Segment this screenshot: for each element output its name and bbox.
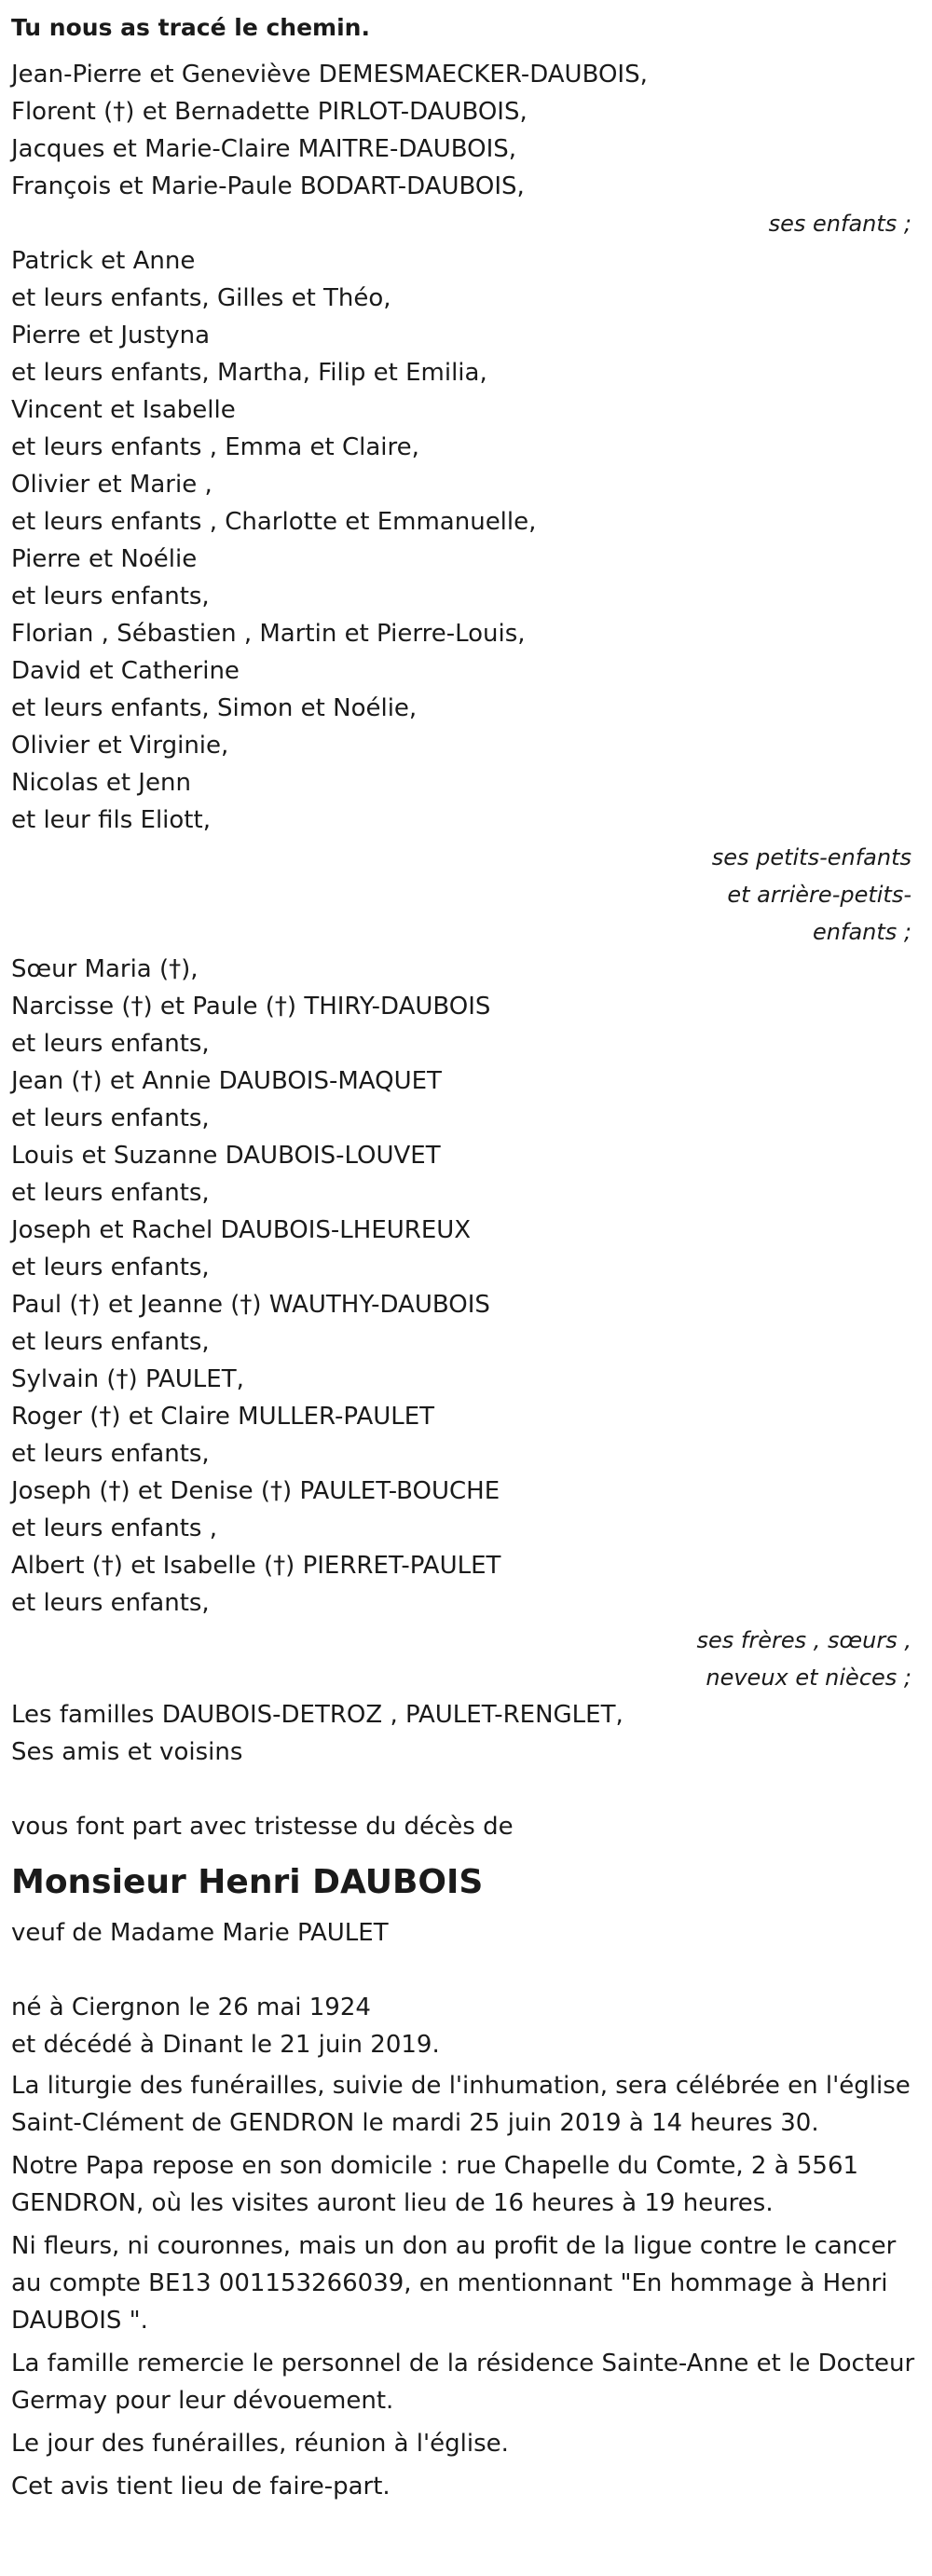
grandchildren-line: et leurs enfants, Gilles et Théo, xyxy=(11,284,391,312)
children-line: Florent (†) et Bernadette PIRLOT-DAUBOIS, xyxy=(11,98,528,126)
liturgy-paragraph: La liturgie des funérailles, suivie de l'inhumation, sera célébrée en l'église Saint-Clément de GENDRON le mardi 25 juin 2019 à 14 heures 30. xyxy=(11,2072,911,2137)
siblings-line: et leurs enfants, xyxy=(11,1254,210,1281)
families-list xyxy=(11,1696,921,1771)
children-role: ses enfants ; xyxy=(768,211,911,237)
grandchildren-line: Vincent et Isabelle xyxy=(11,396,236,424)
children-line: Jean-Pierre et Geneviève DEMESMAECKER-DAUBOIS, xyxy=(11,61,648,89)
siblings-line: et leurs enfants, xyxy=(11,1440,210,1468)
siblings-list xyxy=(11,951,921,1696)
birth-line: né à Ciergnon le 26 mai 1924 xyxy=(11,1994,371,2021)
siblings-line: Albert (†) et Isabelle (†) PIERRET-PAULET xyxy=(11,1552,501,1580)
grandchildren-line: et leurs enfants , Emma et Claire, xyxy=(11,433,419,461)
grandchildren-line: et leurs enfants, Martha, Filip et Emilia, xyxy=(11,359,487,387)
siblings-line: et leurs enfants, xyxy=(11,1328,210,1356)
siblings-line: et leurs enfants, xyxy=(11,1030,210,1058)
siblings-line: Louis et Suzanne DAUBOIS-LOUVET xyxy=(11,1142,441,1170)
grandchildren-role: et arrière-petits- xyxy=(727,882,911,908)
siblings-line: Roger (†) et Claire MULLER-PAULET xyxy=(11,1403,435,1431)
announcement-intro: vous font part avec tristesse du décès de xyxy=(11,1813,514,1841)
thanks-paragraph: La famille remercie le personnel de la résidence Sainte-Anne et le Docteur Germay pour leur dévouement. xyxy=(11,2350,915,2415)
grandchildren-list xyxy=(11,242,921,951)
siblings-line: Joseph (†) et Denise (†) PAULET-BOUCHE xyxy=(11,1477,500,1505)
siblings-line: et leurs enfants , xyxy=(11,1514,217,1542)
siblings-line: et leurs enfants, xyxy=(11,1589,210,1617)
grandchildren-line: et leurs enfants , Charlotte et Emmanuelle, xyxy=(11,508,537,536)
grandchildren-role: ses petits-enfants xyxy=(711,844,911,870)
children-line: Jacques et Marie-Claire MAITRE-DAUBOIS, xyxy=(11,135,517,163)
grandchildren-line: et leurs enfants, Simon et Noélie, xyxy=(11,694,418,722)
grandchildren-line: Olivier et Marie , xyxy=(11,471,212,499)
families-line: Les familles DAUBOIS-DETROZ , PAULET-RENGLET, xyxy=(11,1701,624,1729)
epigraph: Tu nous as tracé le chemin. xyxy=(11,14,370,41)
grandchildren-line: Olivier et Virginie, xyxy=(11,732,229,760)
siblings-line: Narcisse (†) et Paule (†) THIRY-DAUBOIS xyxy=(11,993,491,1021)
notice-paragraph: Cet avis tient lieu de faire-part. xyxy=(11,2473,391,2501)
siblings-role: neveux et nièces ; xyxy=(706,1665,911,1691)
visitation-paragraph: Notre Papa repose en son domicile : rue Chapelle du Comte, 2 à 5561 GENDRON, où les visites auront lieu de 16 heures à 19 heures. xyxy=(11,2152,859,2217)
families-line: Ses amis et voisins xyxy=(11,1738,243,1766)
funeral-details xyxy=(11,2067,921,2505)
siblings-line: Sœur Maria (†), xyxy=(11,955,199,983)
death-line: et décédé à Dinant le 21 juin 2019. xyxy=(11,2031,440,2059)
grandchildren-line: Patrick et Anne xyxy=(11,247,196,275)
grandchildren-line: Florian , Sébastien , Martin et Pierre-Louis, xyxy=(11,620,526,648)
grandchildren-line: et leur fils Eliott, xyxy=(11,806,211,834)
grandchildren-line: David et Catherine xyxy=(11,657,240,685)
grandchildren-role: enfants ; xyxy=(813,919,911,945)
grandchildren-line: Nicolas et Jenn xyxy=(11,769,191,797)
siblings-line: Joseph et Rachel DAUBOIS-LHEUREUX xyxy=(11,1216,472,1244)
siblings-line: et leurs enfants, xyxy=(11,1104,210,1132)
meeting-paragraph: Le jour des funérailles, réunion à l'église. xyxy=(11,2430,509,2458)
grandchildren-line: Pierre et Justyna xyxy=(11,322,211,349)
children-list xyxy=(11,56,921,242)
donation-paragraph: Ni fleurs, ni couronnes, mais un don au profit de la ligue contre le cancer au compte BE13 001153266039, en mentionnant "En hommage à Henri DAUBOIS ". xyxy=(11,2232,897,2335)
children-line: François et Marie-Paule BODART-DAUBOIS, xyxy=(11,172,525,200)
siblings-line: Jean (†) et Annie DAUBOIS-MAQUET xyxy=(11,1067,442,1095)
siblings-line: Paul (†) et Jeanne (†) WAUTHY-DAUBOIS xyxy=(11,1291,490,1319)
deceased-name: Monsieur Henri DAUBOIS xyxy=(11,1863,484,1901)
siblings-line: et leurs enfants, xyxy=(11,1179,210,1207)
grandchildren-line: Pierre et Noélie xyxy=(11,545,198,573)
siblings-line: Sylvain (†) PAULET, xyxy=(11,1365,244,1393)
grandchildren-line: et leurs enfants, xyxy=(11,582,210,610)
widow-line: veuf de Madame Marie PAULET xyxy=(11,1919,389,1947)
siblings-role: ses frères , sœurs , xyxy=(696,1627,911,1653)
